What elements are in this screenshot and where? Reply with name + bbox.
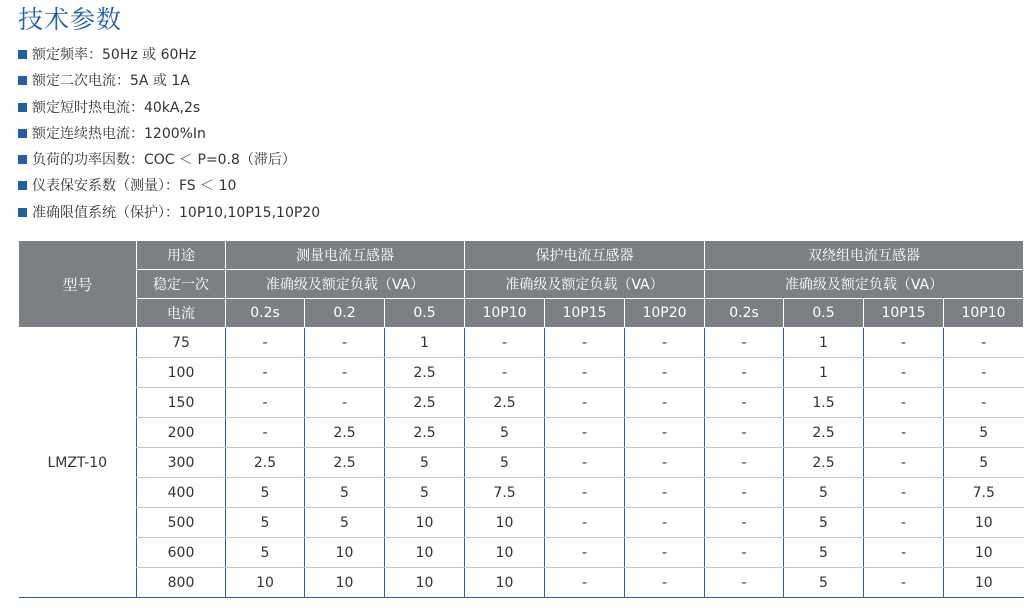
table-body bbox=[19, 328, 1024, 598]
value-cell: 10 bbox=[465, 508, 545, 538]
value-cell: - bbox=[545, 538, 625, 568]
spec-item bbox=[18, 97, 320, 123]
parameters-table bbox=[18, 240, 1024, 598]
value-cell: 5 bbox=[385, 448, 465, 478]
square-bullet-icon bbox=[18, 103, 27, 112]
value-cell: 2.5 bbox=[385, 418, 465, 448]
current-cell: 150 bbox=[137, 388, 226, 418]
value-cell: 5 bbox=[944, 448, 1024, 478]
value-cell: 7.5 bbox=[465, 478, 545, 508]
value-cell: - bbox=[705, 388, 784, 418]
value-cell: - bbox=[705, 538, 784, 568]
column-header: 10P20 bbox=[625, 299, 705, 328]
accuracy-header: 准确级及额定负载（VA） bbox=[226, 270, 465, 299]
value-cell: - bbox=[944, 328, 1024, 358]
spec-text: 额定短时热电流：40kA,2s bbox=[32, 99, 201, 116]
value-cell: - bbox=[864, 358, 944, 388]
value-cell: - bbox=[705, 568, 784, 598]
column-header: 10P10 bbox=[465, 299, 545, 328]
value-cell: - bbox=[545, 508, 625, 538]
value-cell: - bbox=[545, 478, 625, 508]
value-cell: 5 bbox=[465, 448, 545, 478]
square-bullet-icon bbox=[18, 208, 27, 217]
value-cell: - bbox=[226, 388, 305, 418]
column-header: 10P10 bbox=[944, 299, 1024, 328]
current-cell: 800 bbox=[137, 568, 226, 598]
model-cell: LMZT-10 bbox=[19, 328, 137, 598]
value-cell: - bbox=[864, 418, 944, 448]
value-cell: 5 bbox=[305, 508, 385, 538]
value-cell: 10 bbox=[226, 568, 305, 598]
value-cell: - bbox=[625, 538, 705, 568]
spec-item bbox=[18, 175, 320, 201]
value-cell: - bbox=[226, 358, 305, 388]
current-cell: 300 bbox=[137, 448, 226, 478]
value-cell: - bbox=[305, 358, 385, 388]
table-row bbox=[19, 478, 1024, 508]
value-cell: - bbox=[705, 448, 784, 478]
value-cell: - bbox=[305, 388, 385, 418]
value-cell: - bbox=[305, 328, 385, 358]
square-bullet-icon bbox=[18, 76, 27, 85]
square-bullet-icon bbox=[18, 181, 27, 190]
value-cell: - bbox=[705, 418, 784, 448]
value-cell: 1 bbox=[784, 328, 864, 358]
value-cell: - bbox=[625, 388, 705, 418]
value-cell: 2.5 bbox=[385, 358, 465, 388]
accuracy-header: 准确级及额定负载（VA） bbox=[705, 270, 1024, 299]
square-bullet-icon bbox=[18, 129, 27, 138]
value-cell: - bbox=[545, 448, 625, 478]
model-header: 型号 bbox=[19, 241, 137, 328]
accuracy-header: 准确级及额定负载（VA） bbox=[465, 270, 705, 299]
value-cell: 5 bbox=[465, 418, 545, 448]
value-cell: 2.5 bbox=[465, 388, 545, 418]
current-cell: 100 bbox=[137, 358, 226, 388]
value-cell: - bbox=[625, 568, 705, 598]
square-bullet-icon bbox=[18, 155, 27, 164]
value-cell: 10 bbox=[305, 568, 385, 598]
value-cell: 5 bbox=[226, 508, 305, 538]
value-cell: - bbox=[864, 448, 944, 478]
value-cell: 10 bbox=[944, 568, 1024, 598]
value-cell: 5 bbox=[784, 508, 864, 538]
current-cell: 500 bbox=[137, 508, 226, 538]
value-cell: 1 bbox=[784, 358, 864, 388]
value-cell: - bbox=[705, 328, 784, 358]
value-cell: - bbox=[625, 508, 705, 538]
value-cell: 2.5 bbox=[385, 388, 465, 418]
spec-text: 额定频率：50Hz 或 60Hz bbox=[32, 47, 197, 63]
table-row bbox=[19, 358, 1024, 388]
table-row bbox=[19, 568, 1024, 598]
current-cell: 400 bbox=[137, 478, 226, 508]
value-cell: 10 bbox=[944, 538, 1024, 568]
value-cell: 1.5 bbox=[784, 388, 864, 418]
value-cell: 5 bbox=[305, 478, 385, 508]
column-header: 0.2 bbox=[305, 299, 385, 328]
value-cell: - bbox=[864, 478, 944, 508]
spec-item bbox=[18, 70, 320, 96]
value-cell: 7.5 bbox=[944, 478, 1024, 508]
value-cell: - bbox=[944, 358, 1024, 388]
spec-text: 负荷的功率因数：COC ＜ P=0.8（滞后） bbox=[32, 152, 296, 169]
value-cell: 10 bbox=[385, 538, 465, 568]
value-cell: - bbox=[864, 508, 944, 538]
table-row bbox=[19, 418, 1024, 448]
current-cell: 600 bbox=[137, 538, 226, 568]
value-cell: - bbox=[465, 328, 545, 358]
column-header: 0.5 bbox=[784, 299, 864, 328]
square-bullet-icon bbox=[18, 50, 27, 59]
column-header: 0.2s bbox=[226, 299, 305, 328]
spec-item bbox=[18, 44, 320, 70]
page-title: 技术参数 bbox=[18, 5, 123, 34]
current-cell: 200 bbox=[137, 418, 226, 448]
value-cell: - bbox=[705, 478, 784, 508]
primary-current-header: 电流 bbox=[137, 299, 226, 328]
table-row bbox=[19, 448, 1024, 478]
value-cell: 10 bbox=[385, 508, 465, 538]
value-cell: 5 bbox=[385, 478, 465, 508]
value-cell: - bbox=[625, 328, 705, 358]
table-row bbox=[19, 538, 1024, 568]
spec-text: 准确限值系统（保护）：10P10,10P15,10P20 bbox=[32, 204, 321, 221]
value-cell: - bbox=[625, 358, 705, 388]
value-cell: - bbox=[226, 418, 305, 448]
value-cell: - bbox=[545, 418, 625, 448]
value-cell: 2.5 bbox=[784, 448, 864, 478]
value-cell: 10 bbox=[465, 538, 545, 568]
value-cell: - bbox=[705, 508, 784, 538]
value-cell: - bbox=[545, 358, 625, 388]
value-cell: - bbox=[864, 328, 944, 358]
value-cell: 5 bbox=[784, 538, 864, 568]
spec-item bbox=[18, 149, 320, 175]
value-cell: 5 bbox=[784, 568, 864, 598]
current-cell: 75 bbox=[137, 328, 226, 358]
value-cell: 2.5 bbox=[784, 418, 864, 448]
value-cell: - bbox=[545, 568, 625, 598]
value-cell: - bbox=[226, 328, 305, 358]
group-header-dual-winding: 双绕组电流互感器 bbox=[705, 241, 1024, 270]
primary-current-header: 稳定一次 bbox=[137, 270, 226, 299]
value-cell: 5 bbox=[226, 538, 305, 568]
value-cell: 5 bbox=[784, 478, 864, 508]
spec-item bbox=[18, 202, 320, 228]
value-cell: 10 bbox=[944, 508, 1024, 538]
value-cell: - bbox=[625, 418, 705, 448]
value-cell: 5 bbox=[226, 478, 305, 508]
value-cell: - bbox=[545, 328, 625, 358]
value-cell: 10 bbox=[465, 568, 545, 598]
value-cell: 5 bbox=[944, 418, 1024, 448]
value-cell: - bbox=[625, 448, 705, 478]
spec-text: 仪表保安系数（测量）：FS ＜ 10 bbox=[32, 178, 237, 195]
group-header-protection: 保护电流互感器 bbox=[465, 241, 705, 270]
usage-header: 用途 bbox=[137, 241, 226, 270]
column-header: 10P15 bbox=[864, 299, 944, 328]
value-cell: - bbox=[864, 568, 944, 598]
value-cell: - bbox=[864, 388, 944, 418]
column-header: 10P15 bbox=[545, 299, 625, 328]
value-cell: 1 bbox=[385, 328, 465, 358]
table-row bbox=[19, 508, 1024, 538]
value-cell: - bbox=[864, 538, 944, 568]
value-cell: 10 bbox=[305, 538, 385, 568]
value-cell: 10 bbox=[385, 568, 465, 598]
value-cell: 2.5 bbox=[305, 418, 385, 448]
column-header: 0.2s bbox=[705, 299, 784, 328]
spec-list bbox=[18, 44, 320, 228]
table-row bbox=[19, 388, 1024, 418]
value-cell: - bbox=[944, 388, 1024, 418]
table-row bbox=[19, 328, 1024, 358]
spec-text: 额定连续热电流：1200%In bbox=[32, 125, 206, 142]
value-cell: - bbox=[545, 388, 625, 418]
value-cell: - bbox=[465, 358, 545, 388]
spec-item bbox=[18, 123, 320, 149]
value-cell: - bbox=[625, 478, 705, 508]
value-cell: - bbox=[705, 358, 784, 388]
value-cell: 2.5 bbox=[305, 448, 385, 478]
value-cell: 2.5 bbox=[226, 448, 305, 478]
spec-text: 额定二次电流：5A 或 1A bbox=[32, 73, 190, 90]
column-header: 0.5 bbox=[385, 299, 465, 328]
group-header-measuring: 测量电流互感器 bbox=[226, 241, 465, 270]
